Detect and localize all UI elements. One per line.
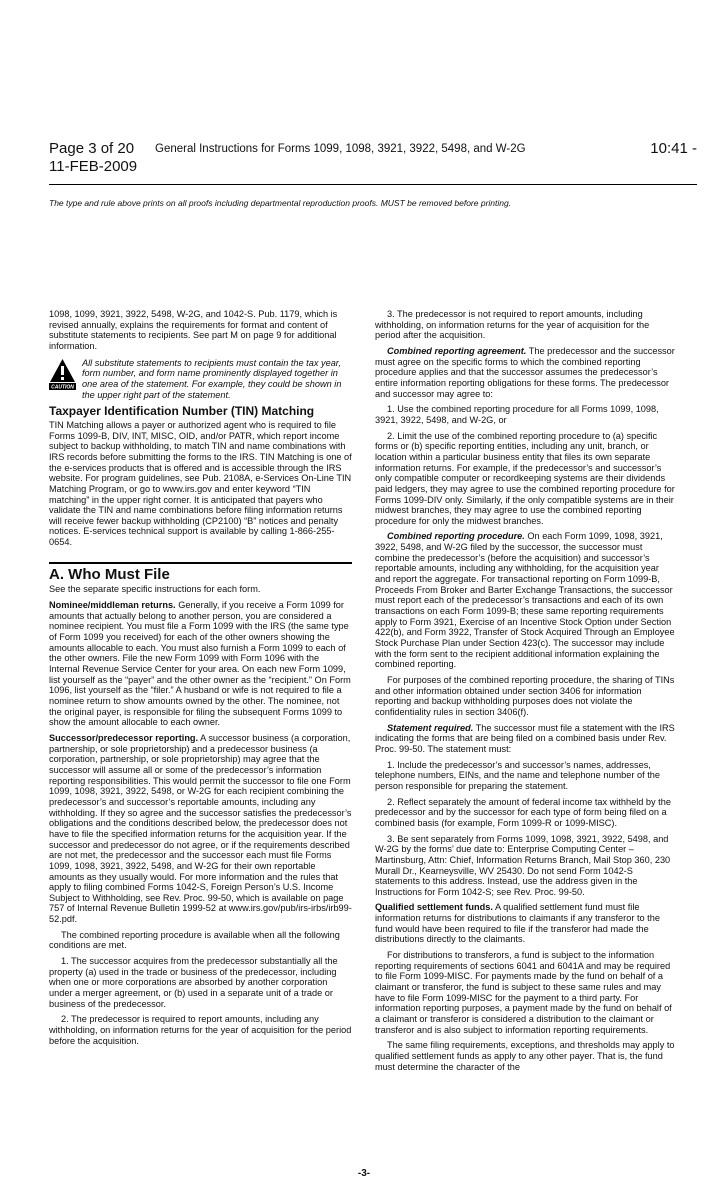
list-item: 3. The predecessor is not required to report amounts, including withholding, on information returns for the year of acquisition for the period after the acquisition. (375, 309, 650, 341)
proof-notice: The type and rule above prints on all proofs including departmental reproduction proofs. MUST be removed before printing. (49, 198, 512, 208)
paragraph-text: On each Form 1099, 1098, 3921, 3922, 5498, and W-2G filed by the successor, the successor must combine the predecessor’s (before the acquisition) and successor’s reportable amounts, including any withholding, for the acquisition year and report the aggregate. For transactional reporting on Form 1099-B, Proceeds From Broker and Barter Exchange Transactions, the successor must report each of the predecessor’s transactions and each of its own transactions on each Form 1099-B; these same reporting requirements apply to Form 3921, Exercise of an Incentive Stock Option under Section 422(b), and Form 3922, Transfer of Stock Acquired Through an Employee Stock Purchase Plan under Section 423(c). The successor may include with the form sent to the recipient additional information explaining the combined reporting. (375, 531, 675, 670)
paragraph (375, 531, 675, 670)
run-in-heading: Statement required. (387, 722, 474, 733)
paragraph (49, 733, 352, 925)
page-folio: -3- (357, 1168, 371, 1179)
paragraph: The same filing requirements, exceptions, and thresholds may apply to qualified settlement funds as apply to any other payer. That is, the fund must determine the character of the (375, 1040, 675, 1072)
paragraph-text: The predecessor and the successor must agree on the specific forms to which the combined reporting procedure applies and that the successor assumes the predecessor’s entire information reporting obligations for these forms. The predecessor and successor may agree to: (375, 345, 675, 399)
paragraph: TIN Matching allows a payer or authorized agent who is required to file Forms 1099-B, DIV, INT, MISC, OID, and/or PATR, which report income subject to backup withholding, to match TIN and name combinations with IRS records before submitting the forms to the IRS. TIN Matching is one of the e-services products that is offered and is accessible through the IRS website. For program guidelines, see Pub. 2108A, e-Services On-Line TIN Matching Program, or go to www.irs.gov and enter keyword “TIN matching” in the upper right corner. It is anticipated that payers who validate the TIN and name combinations before filing information returns will receive fewer backup withholding (CP2100) “B” notices and penalty notices. E-services technical support is available by calling 1-866-255-0654. (49, 419, 352, 548)
proof-date: 11-FEB-2009 (49, 158, 138, 175)
proof-time: 10:41 - (650, 140, 697, 157)
page-number: Page 3 of 20 (49, 140, 135, 157)
run-in-heading: Combined reporting agreement. (387, 345, 527, 356)
left-column (49, 309, 352, 1051)
paragraph: For distributions to transferors, a fund is subject to the information reporting requirements of sections 6041 and 6041A and may be required to file Form 1099-MISC. For payments made by the fund on behalf of a claimant or transferor, the fund is subject to these same rules and may have to file Form 1099-MISC for the payment to a third party. For information reporting purposes, a payment made by the fund on behalf of a claimant or transferor is considered a distribution to the claimant or transferor and is also subject to information reporting requirements. (375, 950, 672, 1035)
right-column (375, 309, 675, 1077)
run-in-heading: Qualified settlement funds. (375, 902, 493, 913)
run-in-heading: Combined reporting procedure. (387, 531, 525, 542)
paragraph (375, 723, 675, 755)
paragraph-text: Generally, if you receive a Form 1099 for amounts that actually belong to another person, you are considered a nominee recipient. You must file a Form 1099 with the IRS (the same type of Form 1099 you received) for each of the other owners showing the amounts allocable to each. You must also furnish a Form 1099 to each of the other owners. File the new Form 1099 with Form 1096 with the Internal Revenue Service Center for your area. On each new Form 1099, list yourself as the “payer” and the other owner as the “recipient.” On Form 1096, list yourself as the “filer.” A husband or wife is not required to file a nominee return to show amounts owned by the other. The nominee, not the original payer, is responsible for filing the subsequent Forms 1099 to show the amount allocable to each owner. (49, 600, 351, 728)
document-title: General Instructions for Forms 1099, 1098, 3921, 3922, 5498, and W-2G (155, 143, 526, 155)
list-item: 1. Include the predecessor’s and successor’s names, addresses, telephone numbers, EINs, and the name and telephone number of the person responsible for preparing the statement. (375, 759, 661, 791)
paragraph-text: A successor business (a corporation, partnership, or sole proprietorship) and a predecessor business (a corporation, partnership, or sole proprietorship) may agree that the successor will assume all or some of the predecessor’s information reporting responsibilities. This would permit the successor to file one Form 1099, 1098, 3921, 3922, 5498, or W-2G for each recipient combining the predecessor’s and successor’s reportable amounts, including any withholding. If they so agree and the successor satisfies the predecessor’s obligations and the conditions described below, the predecessor does not have to file the specified information returns for the acquisition year. If the successor and predecessor do not agree, or if the requirements described are not met, the predecessor and the successor each must file Forms 1099, 1098, 3921, 3922, 5498, and W-2G for their own reportable amounts as they usually would. For more information and the rules that apply to filing combined Forms 1042-S, Foreign Person’s U.S. Income Subject to Withholding, see Rev. Proc. 99-50, which is available on page 757 of Internal Revenue Bulletin 1999-52 at www.irs.gov/pub/irs-irbs/irb99-52.pdf. (49, 732, 352, 925)
paragraph: See the separate specific instructions for each form. (49, 584, 261, 595)
list-item: 2. Reflect separately the amount of federal income tax withheld by the predecessor and by the successor for each type of form being filed on a combined basis (for example, Form 1099-R or 1099-MISC). (375, 796, 671, 828)
list-item: 1. Use the combined reporting procedure for all Forms 1099, 1098, 3921, 3922, 5498, and W-2G, or (375, 404, 659, 425)
header-rule (49, 184, 697, 185)
paragraph (375, 346, 675, 399)
caution-text: All substitute statements to recipients must contain the tax year, form number, and form name prominently displayed together in one area of the statement. For example, they could be shown in the upper right part of the statement. (82, 357, 342, 400)
paragraph: For purposes of the combined reporting procedure, the sharing of TINs and other information obtained under section 3406 for information reporting and backup withholding purposes does not violate the confidentiality rules in section 3406(f). (375, 675, 675, 717)
list-item: 3. Be sent separately from Forms 1099, 1098, 3921, 3922, 5498, and W-2G by the forms’ due date to: Enterprise Computing Center – Martinsburg, Attn: Chief, Information Returns Branch, Mail Stop 360, 230 Murall Dr., Kearneysville, WV 25430. Do not send Form 1042-S statements to this address. Instead, use the address given in the Instructions for Form 1042-S; see Rev. Proc. 99-50. (375, 833, 671, 897)
caution-icon (49, 358, 76, 391)
page-header (49, 140, 697, 180)
caution-label: CAUTION (51, 384, 74, 391)
paragraph: 1098, 1099, 3921, 3922, 5498, W-2G, and 1042-S. Pub. 1179, which is revised annually, explains the requirements for format and content of substitute statements to recipients. See part M on page 9 for additional information. (49, 309, 338, 351)
list-item: 2. The predecessor is required to report amounts, including any withholding, on information returns for the year of acquisition for the period before the acquisition. (49, 1014, 352, 1046)
run-in-heading: Nominee/middleman returns. (49, 600, 176, 611)
paragraph-text: The successor must file a statement with the IRS indicating the forms that are being filed on a combined basis under Rev. Proc. 99-50. The statement must: (375, 722, 675, 754)
paragraph (49, 600, 352, 728)
tin-heading: Taxpayer Identification Number (TIN) Matching (49, 404, 315, 419)
list-item: 1. The successor acquires from the predecessor substantially all the property (a) used in the trade or business of the predecessor, including when one or more corporations are absorbed by another corporation under a merger agreement, or (b) used in a separate unit of a trade or business of the predecessor. (49, 956, 338, 1009)
section-rule (49, 562, 352, 564)
caution-box (49, 358, 352, 401)
paragraph (375, 902, 675, 945)
run-in-heading: Successor/predecessor reporting. (49, 732, 199, 743)
paragraph-text: A qualified settlement fund must file information returns for distributions to claimants if any transferor to the fund would have been required to file if the transferor had made the distributions directly to the claimants. (375, 902, 660, 945)
section-a-heading: A. Who Must File (49, 565, 170, 583)
list-item: 2. Limit the use of the combined reporting procedure to (a) specific forms or (b) specific reporting entities, including any unit, branch, or location within a particular business entity that files its own separate information returns. For example, if the predecessor’s and successor’s only compatible computer or recordkeeping systems are their dividends paid ledgers, they may agree to use the combined reporting procedure for Forms 1099-DIV only. Similarly, if the only compatible systems are in their midwest branches, they may agree to use the combined reporting procedure for only the midwest branches. (375, 430, 675, 526)
paragraph: The combined reporting procedure is available when all the following conditions are met. (49, 929, 340, 951)
